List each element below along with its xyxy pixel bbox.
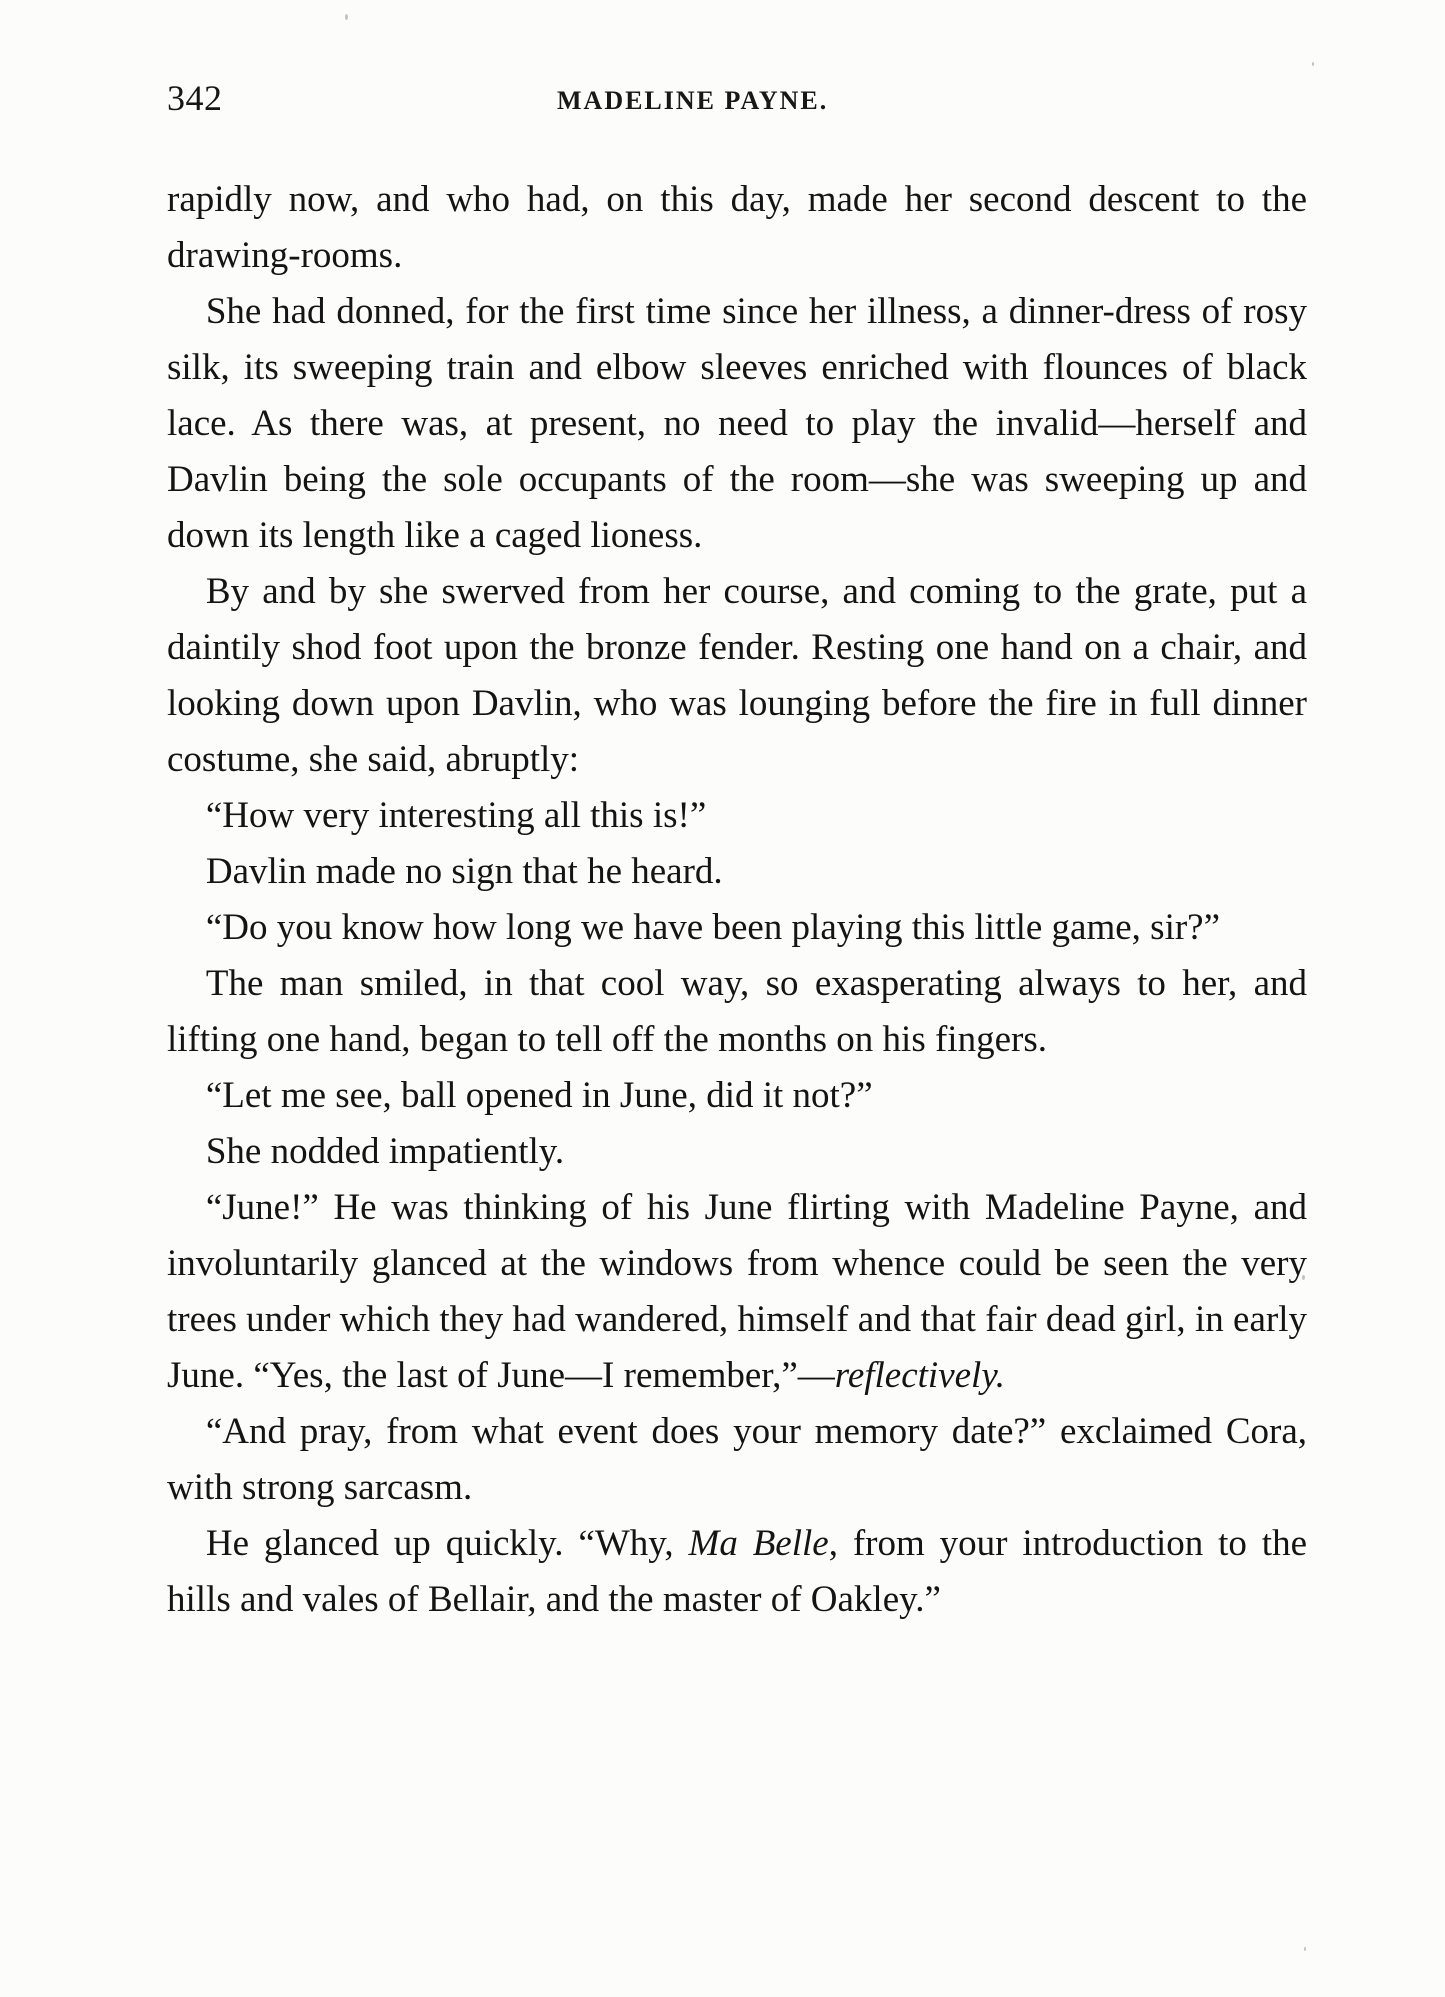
running-title: MADELINE PAYNE. bbox=[557, 86, 829, 115]
paragraph-continued: rapidly now, and who had, on this day, made her second descent to the drawing-rooms. bbox=[167, 179, 1307, 276]
scan-speck bbox=[1304, 1947, 1306, 1951]
ma-belle-tail: , from your introduction to the hills and vales of Bellair, and the master of Oakley.” bbox=[167, 1523, 1307, 1620]
june-memory-text: “June!” He was thinking of his June flirting with Madeline Payne, and involuntarily glanced at the windows from whence could be seen the very trees under which they had wandered, himself and that fair dead girl, in early June. “Yes, the last of June—I remember,”— bbox=[167, 1187, 1307, 1396]
page-number: 342 bbox=[167, 78, 223, 118]
page-header bbox=[167, 78, 1317, 128]
paragraph-dialogue-game: “Do you know how long we have been playing this little game, sir?” bbox=[205, 907, 1221, 948]
scan-speck bbox=[1312, 62, 1314, 66]
paragraph-swerved: By and by she swerved from her course, and coming to the grate, put a daintily shod foot upon the bronze fender. Resting one hand on a chair, and looking down upon Davlin, who was lounging before the fire in full dinner costume, she said, abruptly: bbox=[167, 571, 1307, 780]
paragraph-ma-belle bbox=[167, 1516, 1307, 1628]
paragraph-dinner-dress: She had donned, for the first time since her illness, a dinner-dress of rosy silk, its sweeping train and elbow sleeves enriched with flounces of black lace. As there was, at present, no need to play the invalid—herself and Davlin being the sole occupants of the room—she was sweeping up and down its length like a caged lioness. bbox=[167, 291, 1307, 556]
paragraph-no-sign: Davlin made no sign that he heard. bbox=[205, 851, 723, 892]
paragraph-sarcasm: “And pray, from what event does your memory date?” exclaimed Cora, with strong sarcasm. bbox=[167, 1411, 1307, 1508]
ma-belle-italic: Ma Belle bbox=[688, 1523, 829, 1564]
paragraph-dialogue-interesting: “How very interesting all this is!” bbox=[205, 795, 707, 836]
paragraph-june-memory bbox=[167, 1180, 1307, 1404]
ma-belle-lead: He glanced up quickly. “Why, bbox=[205, 1523, 689, 1564]
paragraph-man-smiled: The man smiled, in that cool way, so exasperating always to her, and lifting one hand, began to tell off the months on his fingers. bbox=[167, 963, 1307, 1060]
paragraph-dialogue-june: “Let me see, ball opened in June, did it not?” bbox=[205, 1075, 873, 1116]
scan-speck bbox=[1302, 1275, 1305, 1280]
june-memory-italic: reflectively. bbox=[834, 1355, 1005, 1396]
paragraph-nodded: She nodded impatiently. bbox=[205, 1131, 565, 1172]
body-text bbox=[167, 172, 1307, 1628]
scan-speck bbox=[345, 14, 348, 20]
